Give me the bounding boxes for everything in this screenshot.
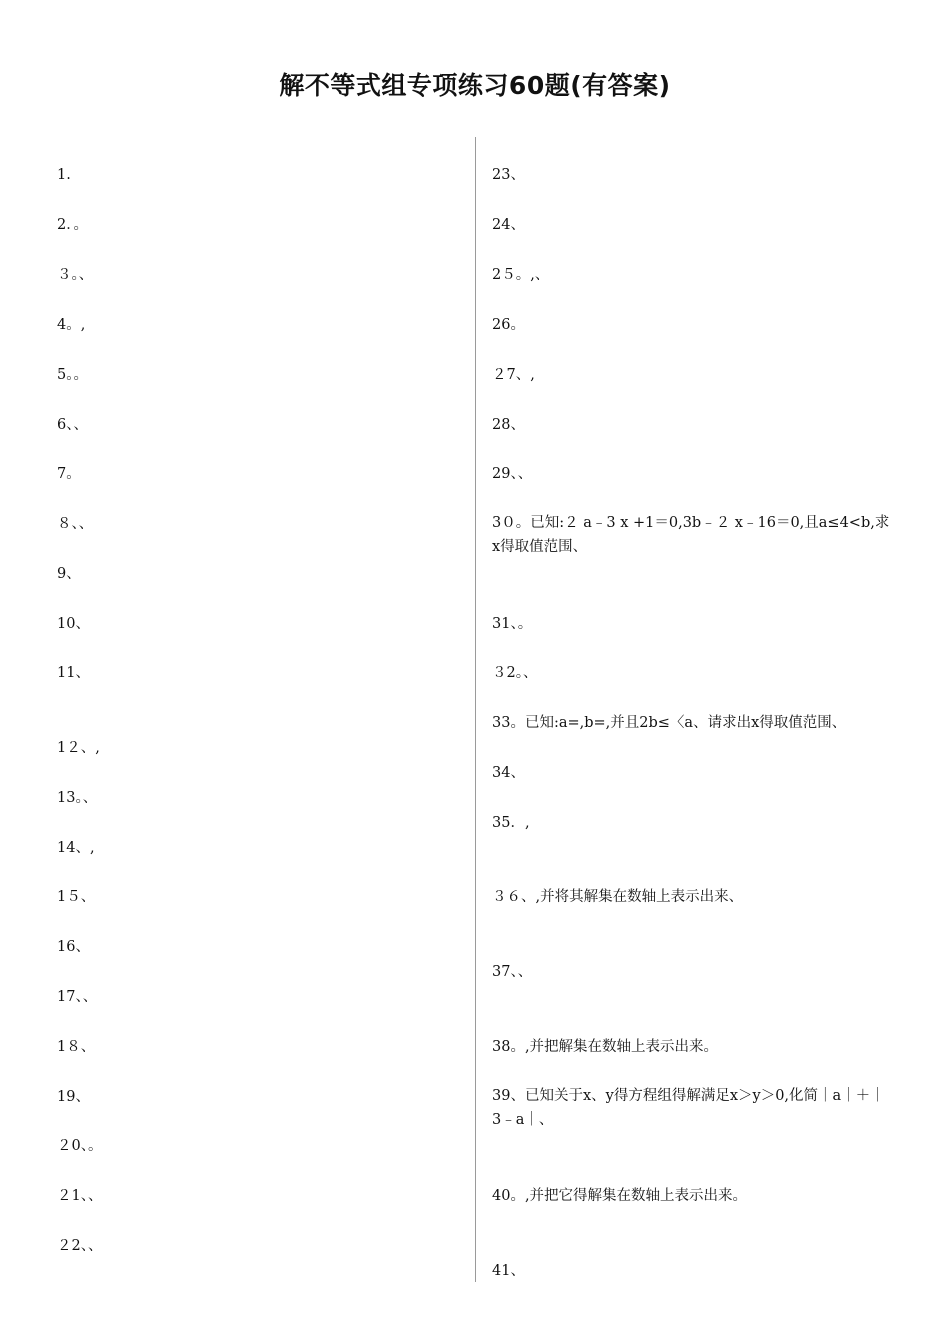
question-40: 40。,并把它得解集在数轴上表示出来。 [492,1188,748,1204]
question-8: ８、、 [57,516,94,532]
question-31: 31、。 [492,616,533,632]
column-divider [475,137,476,1282]
question-3: ３。、 [57,267,94,283]
question-13: 13。、 [57,790,98,806]
question-25: 2５。,、 [492,267,550,283]
question-16: 16、 [57,939,90,955]
question-10: 10、 [57,616,90,632]
question-24: 24、 [492,217,525,233]
question-2: 2．。 [57,217,88,233]
question-28: 28、 [492,417,525,433]
question-30: 3０。已知:２ a﹣3 x +1＝0,3b﹣２ x﹣16＝0,且a≤4<b,求x得取值范围、 [492,515,890,555]
question-20: ２0、。 [57,1138,103,1154]
question-21: ２1、、 [57,1188,103,1204]
question-23: 23、 [492,167,525,183]
question-15: 1５、 [57,889,96,905]
question-29: 29、、 [492,466,533,482]
question-22: ２2、、 [57,1238,103,1254]
question-19: 19、 [57,1089,90,1105]
page-title: 解不等式组专项练习60题(有答案) [279,71,671,100]
question-35: 35．, [492,815,530,831]
question-38: 38。,并把解集在数轴上表示出来。 [492,1039,719,1055]
question-9: 9、 [57,566,81,582]
question-34: 34、 [492,765,525,781]
question-39: 39、已知关于x、y得方程组得解满足x＞y＞0,化简｜a｜＋｜3﹣a｜、 [492,1088,885,1128]
question-1: 1. [57,167,71,183]
question-18: 1８、 [57,1039,96,1055]
question-4: 4。, [57,317,86,333]
question-7: 7。 [57,466,81,482]
question-12: 1２、, [57,740,100,756]
question-32: ３2。、 [492,665,538,681]
question-14: 14、, [57,840,95,856]
question-6: 6、、 [57,417,88,433]
question-33: 33。已知:a=,b=,并且2b≤〈a、请求出x得取值范围、 [492,715,847,731]
question-5: 5。。 [57,367,88,383]
question-36: ３６、,并将其解集在数轴上表示出来、 [492,889,744,905]
question-26: 26。 [492,317,525,333]
question-11: 11、 [57,665,90,681]
question-27: ２7、, [492,367,535,383]
question-41: 41、 [492,1263,525,1279]
question-37: 37、、 [492,964,533,980]
question-17: 17、、 [57,989,98,1005]
